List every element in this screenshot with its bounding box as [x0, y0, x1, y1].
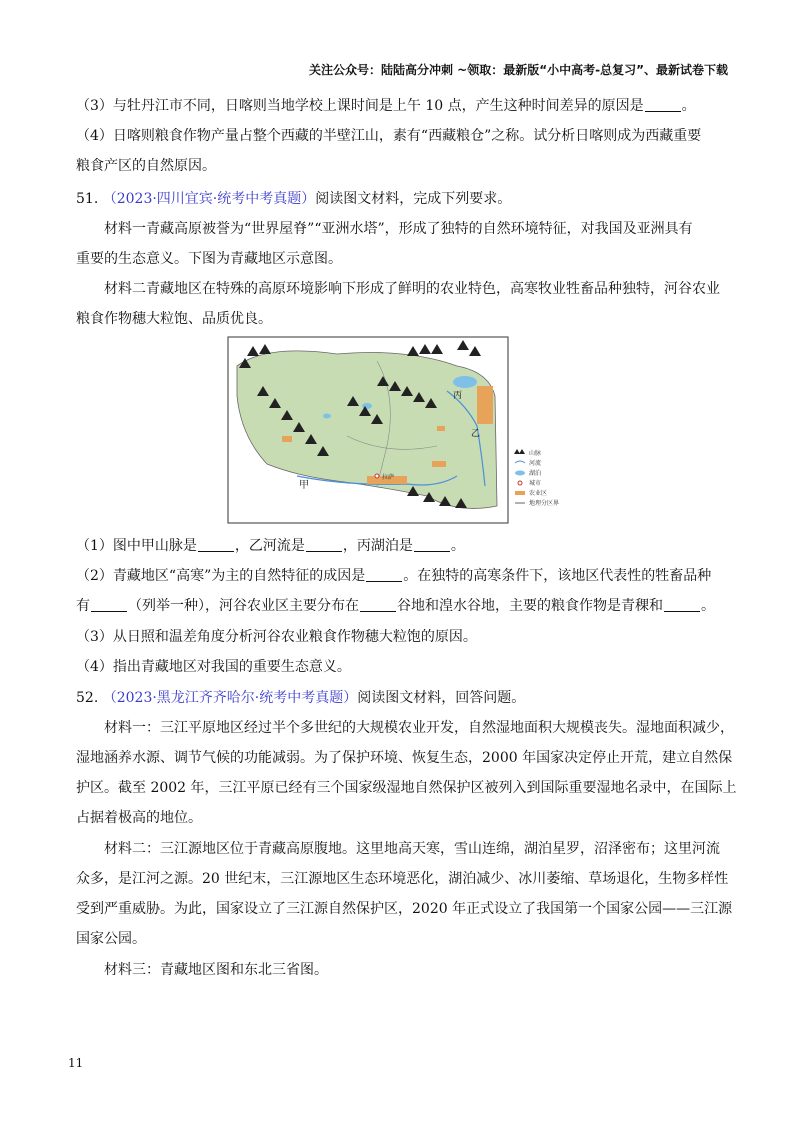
q52-material-3: 材料三：青藏地区图和东北三省图。: [104, 962, 328, 978]
legend-river: 河流: [529, 460, 542, 467]
answer-blank: [198, 537, 234, 552]
q52-material-1-line1: 材料一：三江平原地区经过半个多世纪的大规模农业开发，自然湿地面积大规模丧失。湿地面积减少，: [104, 720, 734, 736]
question-text: （3）与牡丹江市不同，日喀则当地学校上课时间是上午 10 点，产生这种时间差异的原因是: [76, 98, 644, 114]
label-lhasa: 拉萨: [382, 474, 395, 481]
page-number: 11: [68, 1056, 84, 1070]
question-51-2-line2: 有 （列举一种），河谷农业区主要分布在 谷地和湟水谷地，主要的粮食作物是青稞和 。: [76, 598, 715, 614]
material-1-line1: 材料一青藏高原被誉为“世界屋脊”“亚洲水塔”，形成了独特的自然环境特征，对我国及亚洲具有: [104, 221, 693, 237]
label-bing: 丙: [453, 391, 463, 401]
answer-blank: [360, 597, 396, 612]
question-source: （2023·黑龙江齐齐哈尔·统考中考真题）: [102, 690, 358, 706]
answer-blank: [664, 597, 700, 612]
question-51-3: （3）从日照和温差角度分析河谷农业粮食作物穗大粒饱的原因。: [76, 629, 477, 645]
answer-blank: [306, 537, 342, 552]
q52-material-1-line4: 占据着极高的地位。: [76, 810, 202, 826]
material-2-line2: 粮食作物穗大粒饱、品质优良。: [76, 311, 272, 327]
q52-material-1-line2: 湿地涵养水源、调节气候的功能减弱。为了保护环境、恢复生态，2000 年国家决定停止开荒，建立自然保: [76, 750, 733, 766]
question-50-4-line2: 粮食产区的自然原因。: [76, 158, 216, 174]
legend-mountain: 山脉: [529, 450, 542, 457]
q52-material-2-line4: 国家公园。: [76, 931, 146, 947]
answer-blank: [91, 597, 127, 612]
question-51-heading: [76, 189, 511, 209]
question-source: （2023·四川宜宾·统考中考真题）: [102, 191, 316, 207]
legend-lake: 湖泊: [529, 470, 542, 477]
question-prompt: 阅读图文材料，完成下列要求。: [315, 191, 512, 207]
q52-material-2-line1: 材料二：三江源地区位于青藏高原腹地。这里地高天寒，雪山连绵，湖泊星罗，沼泽密布；这里河流: [104, 841, 720, 857]
question-51-4: （4）指出青藏地区对我国的重要生态意义。: [76, 659, 351, 675]
qinghai-tibet-map: [227, 336, 587, 524]
legend-agri: 农业区: [529, 490, 548, 497]
q52-material-1-line3: 护区。截至 2002 年，三江平原已经有三个国家级湿地自然保护区被列入到国际重要湿地名录中，在国际上: [76, 780, 737, 796]
question-51-1: （1）图中甲山脉是 ，乙河流是 ，丙湖泊是 。: [76, 538, 465, 554]
question-52-heading: [76, 688, 525, 708]
question-number: 52.: [76, 690, 99, 706]
page-header: 关注公众号：陆陆高分冲刺 ~领取：最新版“小中高考-总复习”、最新试卷下载: [309, 63, 728, 77]
legend-boundary: 地理分区界: [529, 500, 560, 507]
q52-material-2-line3: 受到严重威胁。为此，国家设立了三江源自然保护区，2020 年正式设立了我国第一个国家公园——三江源: [76, 901, 733, 917]
question-50-4-line1: （4）日喀则粮食作物产量占整个西藏的半壁江山，素有“西藏粮仓”之称。试分析日喀则成为西藏重要: [76, 128, 702, 144]
question-51-2-line1: （2）青藏地区“高寒”为主的自然特征的成因是 。在独特的高寒条件下，该地区代表性的牲畜品种: [76, 568, 712, 584]
answer-blank: [414, 537, 450, 552]
label-jia: 甲: [299, 480, 309, 491]
material-2-line1: 材料二青藏地区在特殊的高原环境影响下形成了鲜明的农业特色，高寒牧业牲畜品种独特，河谷农业: [104, 281, 720, 297]
map-legend: [514, 449, 559, 507]
legend-city: 城市: [529, 480, 542, 487]
material-1-line2: 重要的生态意义。下图为青藏地区示意图。: [76, 251, 342, 267]
question-number: 51.: [76, 191, 99, 207]
answer-blank: [366, 567, 402, 582]
answer-blank: [645, 97, 681, 112]
q52-material-2-line2: 众多，是江河之源。20 世纪末，三江源地区生态环境恶化，湖泊减少、冰川萎缩、草场退化，生物多样性: [76, 871, 729, 887]
label-yi: 乙: [471, 429, 481, 439]
question-prompt: 阅读图文材料，回答问题。: [357, 690, 526, 706]
question-50-3: （3）与牡丹江市不同，日喀则当地学校上课时间是上午 10 点，产生这种时间差异的原因是 。: [76, 98, 696, 114]
